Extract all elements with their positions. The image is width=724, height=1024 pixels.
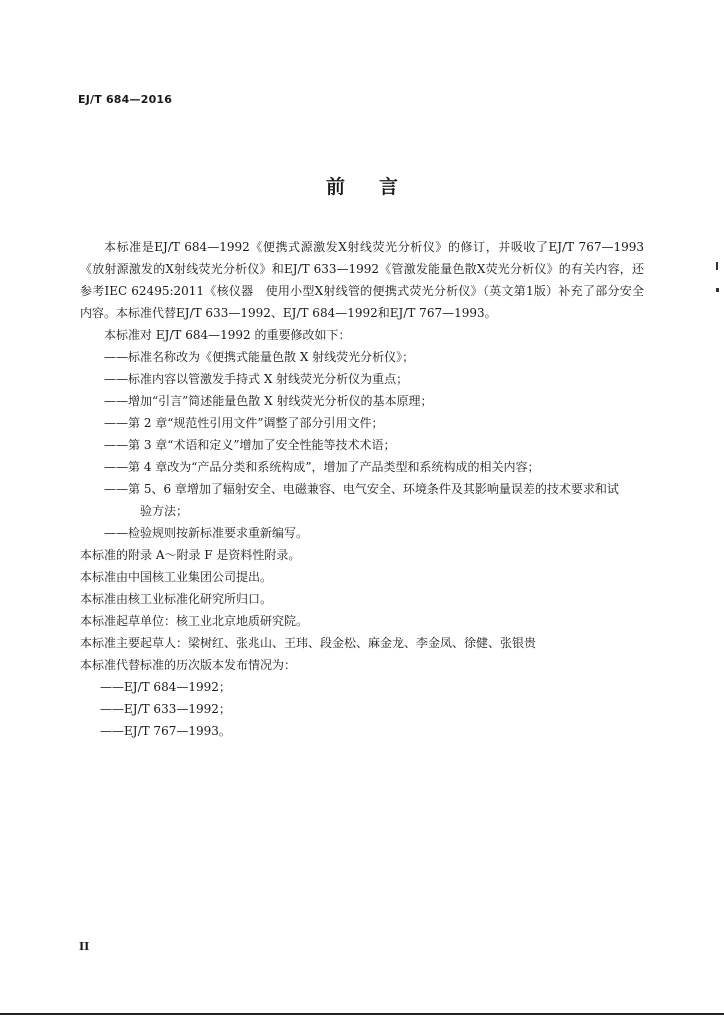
intro-paragraph: 本标准是EJ/T 684—1992《便携式源激发X射线荧光分析仪》的修订，并吸收了EJ/T 767—1993《放射源激发的X射线荧光分析仪》和EJ/T 633—1992《管激发能量色散X荧光分析仪》的有关内容，还参考IEC 62495:2011《核仪器 使用小型X射线管的便携式荧光分析仪》（英文第1版）补充了部分安全内容。本标准代替EJ/T 633—1992、EJ/T 684—1992和EJ/T 767—1993。 [80, 240, 644, 320]
page-title: 前言 [325, 176, 432, 198]
history-item: ——EJ/T 633—1992； [100, 702, 231, 716]
change-item: ——标准内容以管激发手持式 X 射线荧光分析仪为重点； [104, 372, 409, 386]
change-item-long-continuation: 验方法； [140, 504, 189, 518]
statement-history-heading: 本标准代替标准的历次版本发布情况为： [80, 658, 297, 672]
change-item: ——检验规则按新标准要求重新编写。 [104, 526, 309, 540]
scan-mark [716, 262, 718, 270]
statement-proposer: 本标准由中国核工业集团公司提出。 [80, 570, 273, 584]
scan-mark [716, 288, 719, 292]
change-item: ——第 3 章“术语和定义”增加了安全性能等技术术语； [104, 438, 396, 452]
statement-drafters: 本标准主要起草人：梁树红、张兆山、王玮、段金松、麻金龙、李金凤、徐健、张银贵 [80, 636, 537, 650]
change-item: ——增加“引言”简述能量色散 X 射线荧光分析仪的基本原理； [104, 394, 433, 408]
document-code: EJ/T 684—2016 [78, 93, 173, 106]
statement-annex: 本标准的附录 A～附录 F 是资料性附录。 [80, 548, 301, 562]
change-item-long-first: ——第 5、6 章增加了辐射安全、电磁兼容、电气安全、环境条件及其影响量误差的技术要求和试 [104, 482, 619, 496]
bottom-rule [0, 1013, 724, 1015]
page-number: II [79, 940, 90, 953]
change-item: ——第 2 章“规范性引用文件”调整了部分引用文件； [104, 416, 384, 430]
changes-heading: 本标准对 EJ/T 684—1992 的重要修改如下： [104, 328, 351, 342]
change-item-long [104, 478, 644, 522]
statement-drafting-unit: 本标准起草单位：核工业北京地质研究院。 [80, 614, 309, 628]
change-item: ——标准名称改为《便携式能量色散 X 射线荧光分析仪》； [104, 350, 415, 364]
history-item: ——EJ/T 684—1992； [100, 680, 231, 694]
history-item: ——EJ/T 767—1993。 [100, 724, 231, 738]
statement-administrator: 本标准由核工业标准化研究所归口。 [80, 592, 273, 606]
change-item: ——第 4 章改为“产品分类和系统构成”，增加了产品类型和系统构成的相关内容； [104, 460, 540, 474]
